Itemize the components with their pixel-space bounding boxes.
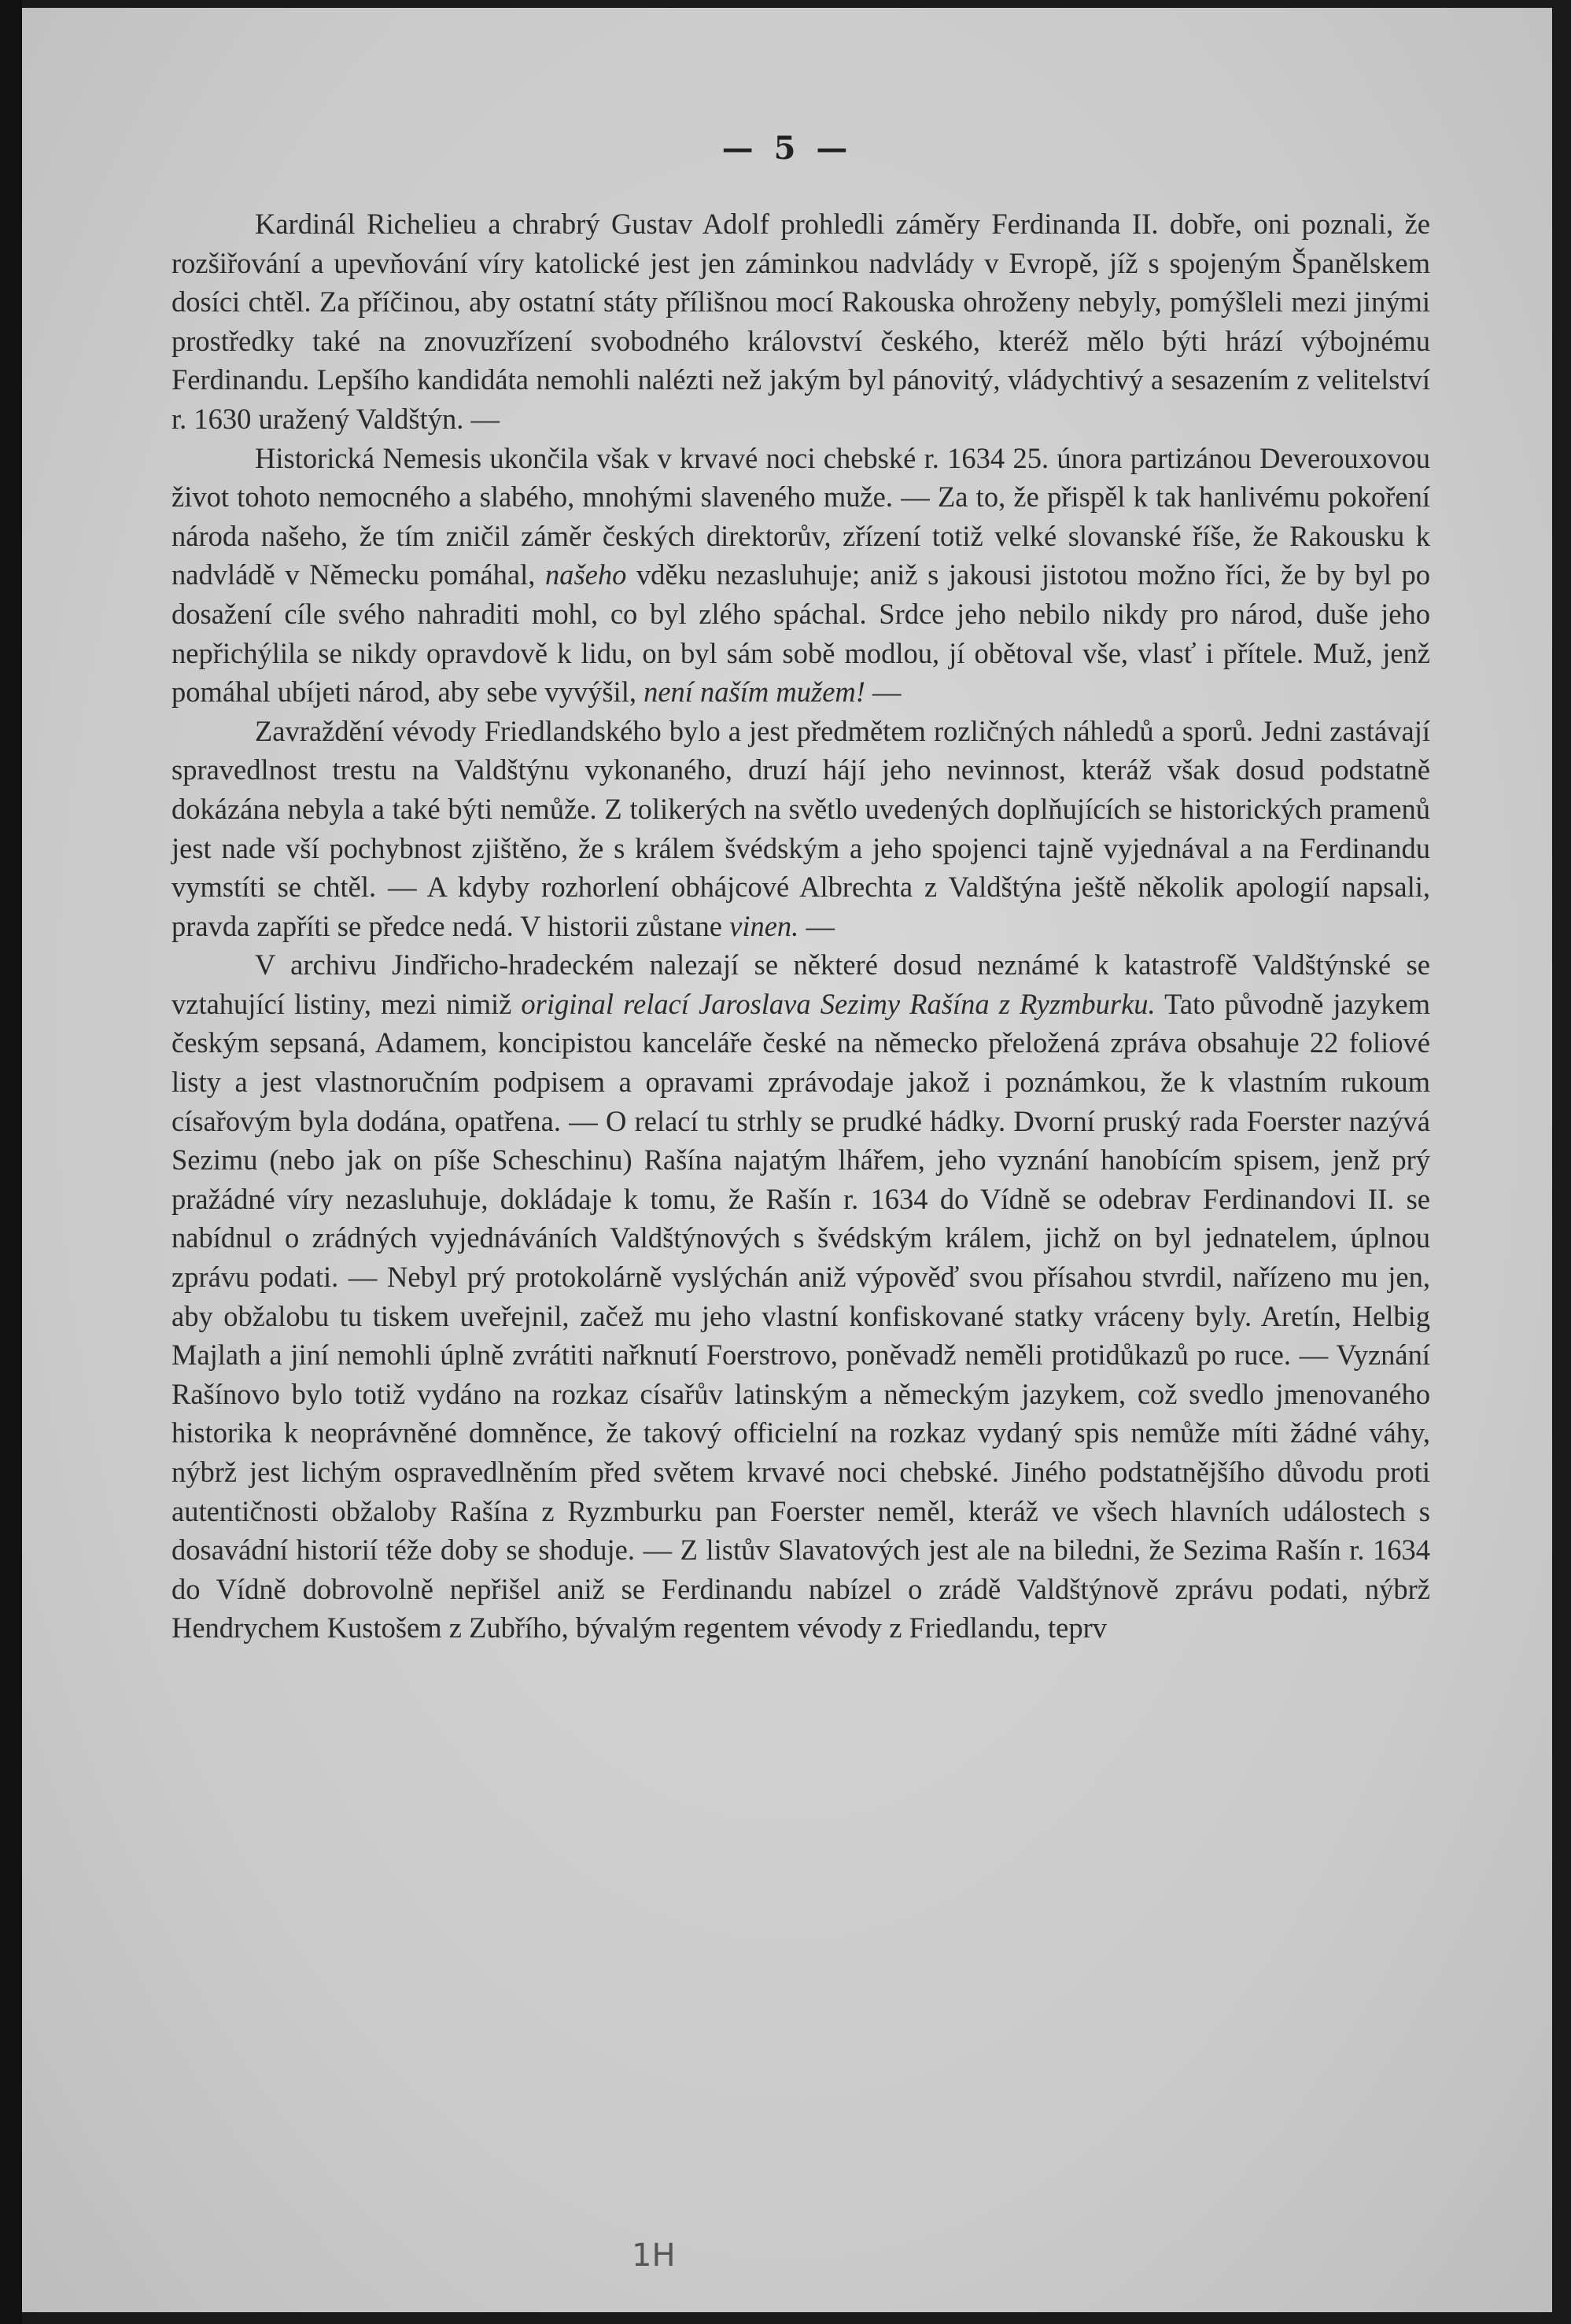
text-segment: — — [798, 909, 835, 942]
text-segment: Kardinál Richelieu a chrabrý Gustav Adolf prohledli záměry Ferdinanda II. dobře, oni poznali, že rozšiřování a upevňování víry katolické jest jen záminkou nadvlády v Evropě, jíž s spojeným Španělskem dosíci chtěl. Za příčinou, aby ostatní státy přílišnou mocí Rakouska ohroženy nebyly, pomýšleli mezi jinými prostředky také na znovuzřízení svobodného království českého, kteréž mělo býti hrází výbojnému Ferdinandu. Lepšího kandidáta nemohli nalézti než jakým byl pánovitý, vládychtivý a sesazením z velitelství r. 1630 uražený Valdštýn. — — [171, 208, 1430, 435]
italic-emphasis: vinen. — [729, 909, 799, 942]
document-page — [22, 8, 1552, 2312]
text-segment: vděku nezasluhuje; aniž s jakousi jistotou možno říci, že by byl po dosažení cíle svého nahraditi mohl, co byl zlého spáchal. Srdce jeho nebilo nikdy pro národ, duše jeho nepřichýlila se nikdy opravdově k lidu, on byl sám sobě modlou, jí obětoval vše, vlasť i přítele. Muž, jenž pomáhal ubíjeti národ, aby sebe vyvýšil, — [171, 558, 1430, 709]
text-segment: Historická Nemesis ukončila však v krvavé noci chebské r. 1634 25. února partizánou Deverouxovou život tohoto nemocného a slabého, mnohými slaveného muže. — Za to, že přispěl k tak hanlivému pokoření národa našeho, že tím zničil záměr českých direktorův, zřízení totiž velké slovanské říše, že Rakousku k nadvládě v Německu pomáhal, — [171, 441, 1430, 591]
body-text — [171, 204, 1430, 1648]
paragraph-1 — [171, 204, 1430, 439]
paragraph-4 — [171, 945, 1430, 1648]
italic-emphasis: original relací Jaroslava Sezimy Rašína z Ryzmburku. — [521, 987, 1156, 1020]
paragraph-2 — [171, 439, 1430, 712]
scan-edge — [0, 0, 22, 2324]
text-segment: V archivu Jindřicho-hradeckém nalezají se některé dosud neznámé k katastrofě Valdštýnské se vztahující listiny, mezi nimiž — [171, 948, 1430, 1020]
handwritten-mark: 1H — [632, 2237, 676, 2274]
text-segment: Zavraždění vévody Friedlandského bylo a jest předmětem rozličných náhledů a sporů. Jedni zastávají spravedlnost trestu na Valdštýnu vykonaného, druzí hájí jeho nevinnost, kteráž však dosud podstatně dokázána nebyla a také býti nemůže. Z tolikerých na světlo uvedených doplňujících se historických pramenů jest nade vší pochybnost zjištěno, že s králem švédským a jeho spojenci tajně vyjednával a na Ferdinandu vymstíti se chtěl. — A kdyby rozhorlení obhájcové Albrechta z Valdštýna ještě několik apologií napsali, pravda zapříti se předce nedá. V historii zůstane — [171, 714, 1430, 942]
page-number: — 5 — — [721, 130, 853, 167]
text-segment: — — [865, 676, 902, 709]
text-segment: Tato původně jazykem českým sepsaná, Adamem, koncipistou kanceláře české na německo přeložená zpráva obsahuje 22 foliové listy a jest vlastnoručním podpisem a opravami zprávodaje jakož i poznámkou, že k vlastním rukoum císařovým byla dodána, opatřena. — O relací tu strhly se prudké hádky. Dvorní pruský rada Foerster nazývá Sezimu (nebo jak on píše Scheschinu) Rašína najatým lhářem, jeho vyznání hanobícím spisem, jenž prý pražádné víry nezasluhuje, dokládaje k tomu, že Rašín r. 1634 do Vídně se odebrav Ferdinandovi II. se nabídnul o zrádných vyjednáváních Valdštýnových s švédským králem, jichž on byl jednatelem, úplnou zprávu podati. — Nebyl prý protokolárně vyslýchán aniž výpověď svou přísahou stvrdil, nařízeno mu jen, aby obžalobu tu tiskem uveřejnil, začež mu jeho vlastní konfiskované statky vráceny byly. Aretín, Helbig Majlath a jiní nemohli úplně zvrátiti nařknutí Foerstrovo, poněvadž neměli protidůkazů po ruce. — Vyznání Rašínovo bylo totiž vydáno na rozkaz císařův latinským a německým jazykem, což svedlo jmenovaného historika k neoprávněné domněnce, že takový officielní na rozkaz vydaný spis nemůže míti žádné váhy, nýbrž jest lichým ospravedlněním před světem krvavé noci chebské. Jiného podstatnějšího důvodu proti autentičnosti obžaloby Rašína z Ryzmburku pan Foerster neměl, kteráž ve všech hlavních událostech s dosavádní historií téže doby se shoduje. — Z listův Slavatových jest ale na biledni, že Sezima Rašín r. 1634 do Vídně dobrovolně nepřišel aniž se Ferdinandu nabízel o zrádě Valdštýnově zprávu podati, nýbrž Hendrychem Kustošem z Zubřího, bývalým regentem vévody z Friedlandu, teprv — [171, 987, 1431, 1644]
italic-emphasis: našeho — [544, 558, 627, 591]
italic-emphasis: není naším mužem! — [644, 676, 865, 709]
paragraph-3 — [171, 712, 1430, 946]
